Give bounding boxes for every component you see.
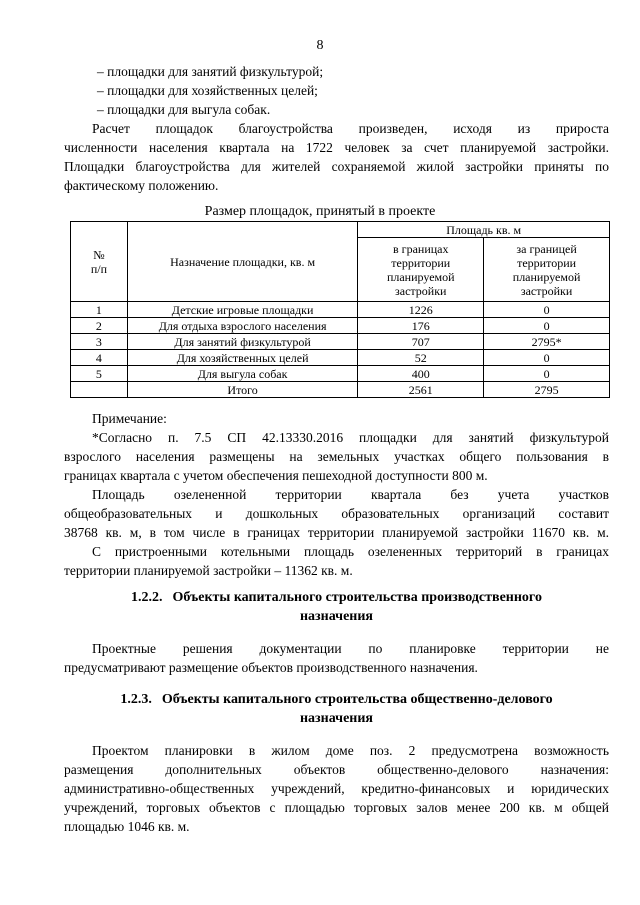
text-line: С пристроенными котельными площадь озелененных территорий в границах: [92, 544, 609, 559]
note-title: Примечание:: [92, 411, 167, 426]
text-line: Проектные решения документации по планировке территории не: [92, 641, 609, 656]
note-block: [64, 409, 609, 580]
section-title: назначения: [299, 711, 373, 726]
text-line: предусматривают размещение объектов производственного назначения.: [64, 660, 478, 675]
cell-number: [71, 382, 128, 398]
list-item: – площадки для выгула собак.: [97, 102, 271, 117]
cell-number: 3: [71, 334, 128, 350]
text-line: Проектом планировки в жилом доме поз. 2 предусмотрена возможность: [92, 743, 609, 758]
cell-name: Итого: [127, 382, 357, 398]
cell-inside: 2561: [358, 382, 484, 398]
text-line: Площадки благоустройства для жителей сохраняемой жилой застройки приняты по: [64, 159, 609, 174]
section-heading-1-2-3: [64, 690, 609, 728]
page-number: 8: [316, 38, 324, 53]
header-number: № п/п: [71, 222, 128, 302]
calculation-paragraph: [64, 119, 609, 195]
section-heading-1-2-2: [64, 588, 609, 626]
text-line: общеобразовательных и дошкольных образовательных организаций составит: [64, 506, 609, 521]
section-title: Объекты капитального строительства общественно-делового: [161, 692, 553, 707]
table-total-row: [71, 382, 610, 398]
table-caption: Размер площадок, принятый в проекте: [204, 204, 436, 219]
cell-inside: 176: [358, 318, 484, 334]
header-inside: в границах территории планируемой застройки: [358, 238, 484, 302]
text-line: взрослого населения размещены на земельных участках общего пользования в: [64, 449, 609, 464]
cell-number: 4: [71, 350, 128, 366]
table-row: [71, 318, 610, 334]
text-line: 38768 кв. м, в том числе в границах территории планируемой застройки 11670 кв. м.: [64, 525, 609, 540]
section-title: назначения: [299, 609, 373, 624]
text-line: территории планируемой застройки – 11362 кв. м.: [64, 563, 353, 578]
section-number: 1.2.2.: [131, 590, 163, 605]
cell-inside: 1226: [358, 302, 484, 318]
table-row: [71, 366, 610, 382]
playground-list: [97, 62, 323, 119]
cell-name: Для занятий физкультурой: [127, 334, 357, 350]
text-line: фактическому положению.: [64, 178, 219, 193]
section-1-2-3-text: [64, 741, 609, 836]
cell-inside: 707: [358, 334, 484, 350]
text-line: границах квартала с учетом обеспечения пешеходной доступности 800 м.: [64, 468, 488, 483]
header-area: Площадь кв. м: [358, 222, 610, 238]
section-number: 1.2.3.: [120, 692, 152, 707]
cell-number: 5: [71, 366, 128, 382]
text-line: площадью 1046 кв. м.: [64, 819, 190, 834]
text-line: размещения дополнительных объектов общественно-делового назначения:: [64, 762, 609, 777]
cell-number: 1: [71, 302, 128, 318]
list-item: – площадки для хозяйственных целей;: [97, 83, 318, 98]
table-row: [71, 302, 610, 318]
cell-outside: 2795*: [484, 334, 610, 350]
cell-name: Для выгула собак: [127, 366, 357, 382]
list-item: – площадки для занятий физкультурой;: [97, 64, 324, 79]
text-line: численности населения квартала на 1722 человек за счет планируемой застройки.: [64, 140, 609, 155]
cell-outside: 0: [484, 350, 610, 366]
cell-name: Для хозяйственных целей: [127, 350, 357, 366]
cell-inside: 52: [358, 350, 484, 366]
text-line: *Согласно п. 7.5 СП 42.13330.2016 площадки для занятий физкультурой: [92, 430, 609, 445]
cell-name: Детские игровые площадки: [127, 302, 357, 318]
cell-outside: 0: [484, 366, 610, 382]
header-purpose: Назначение площадки, кв. м: [127, 222, 357, 302]
text-line: учреждений, торговых объектов с площадью торговых залов менее 200 кв. м общей: [64, 800, 609, 815]
text-line: Расчет площадок благоустройства произведен, исходя из прироста: [92, 121, 609, 136]
cell-outside: 2795: [484, 382, 610, 398]
cell-outside: 0: [484, 302, 610, 318]
cell-outside: 0: [484, 318, 610, 334]
table-row: [71, 350, 610, 366]
text-line: Площадь озелененной территории квартала без учета участков: [92, 487, 609, 502]
cell-number: 2: [71, 318, 128, 334]
section-title: Объекты капитального строительства производственного: [172, 590, 542, 605]
section-1-2-2-text: [64, 639, 609, 677]
header-outside: за границей территории планируемой застройки: [484, 238, 610, 302]
text-line: административно-общественных учреждений, кредитно-финансовых и юридических: [64, 781, 609, 796]
playgrounds-table: [70, 221, 610, 398]
cell-name: Для отдыха взрослого населения: [127, 318, 357, 334]
cell-inside: 400: [358, 366, 484, 382]
table-row: [71, 334, 610, 350]
